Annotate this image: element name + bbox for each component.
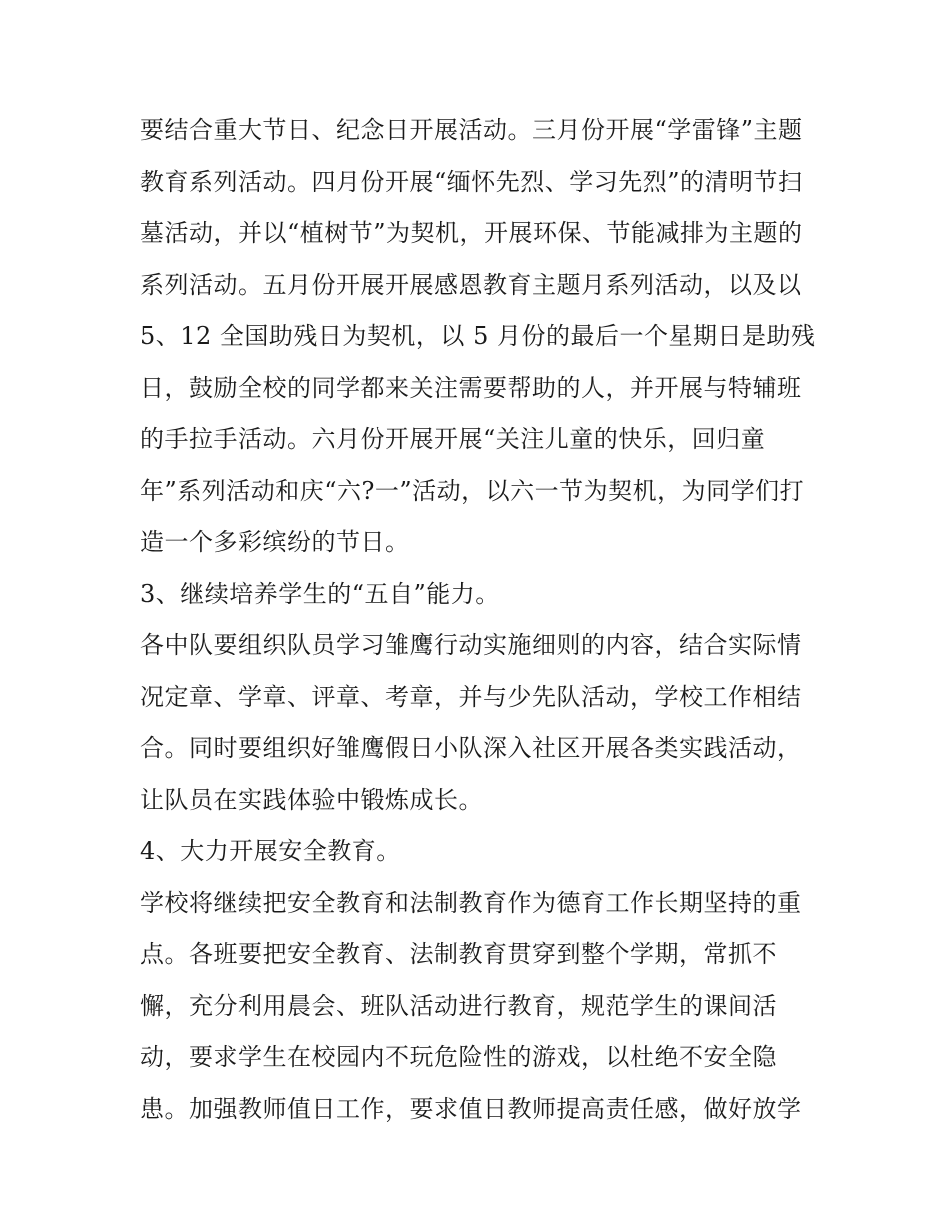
text-line: 合。同时要组织好雏鹰假日小队深入社区开展各类实践活动，	[140, 734, 802, 762]
text-line: 5、12 全国助残日为契机，以 5 月份的最后一个星期日是助残	[140, 322, 816, 350]
text-line: 的手拉手活动。六月份开展开展“关注儿童的快乐，回归童	[140, 425, 766, 453]
text-line: 教育系列活动。四月份开展“缅怀先烈、学习先烈”的清明节扫	[140, 167, 803, 196]
text-line: 系列活动。五月份开展开展感恩教育主题月系列活动，以及以	[140, 270, 802, 299]
text-line: 年”系列活动和庆“六?一”活动，以六一节为契机，为同学们打	[140, 476, 805, 505]
text-line: 学校将继续把安全教育和法制教育作为德育工作长期坚持的重	[140, 888, 802, 917]
section-heading: 3、继续培养学生的“五自”能力。	[140, 579, 500, 608]
text-line: 造一个多彩缤纷的节日。	[140, 528, 410, 556]
text-line: 况定章、学章、评章、考章，并与少先队活动，学校工作相结	[140, 682, 802, 711]
text-line: 各中队要组织队员学习雏鹰行动实施细则的内容，结合实际情	[140, 631, 802, 659]
text-line: 动，要求学生在校园内不玩危险性的游戏，以杜绝不安全隐	[140, 1043, 777, 1071]
text-line: 患。加强教师值日工作，要求值日教师提高责任感，做好放学	[140, 1094, 802, 1123]
text-line: 要结合重大节日、纪念日开展活动。三月份开展“学雷锋”主题	[140, 116, 803, 144]
text-line: 日，鼓励全校的同学都来关注需要帮助的人，并开展与特辅班	[140, 373, 802, 402]
text-line: 懈，充分利用晨会、班队活动进行教育，规范学生的课间活	[140, 991, 777, 1020]
text-line: 点。各班要把安全教育、法制教育贯穿到整个学期，常抓不	[140, 940, 777, 968]
text-line: 让队员在实践体验中锻炼成长。	[140, 785, 483, 814]
text-line: 墓活动，并以“植树节”为契机，开展环保、节能减排为主题的	[140, 219, 803, 247]
document-body	[140, 105, 820, 1135]
section-heading: 4、大力开展安全教育。	[140, 837, 401, 865]
